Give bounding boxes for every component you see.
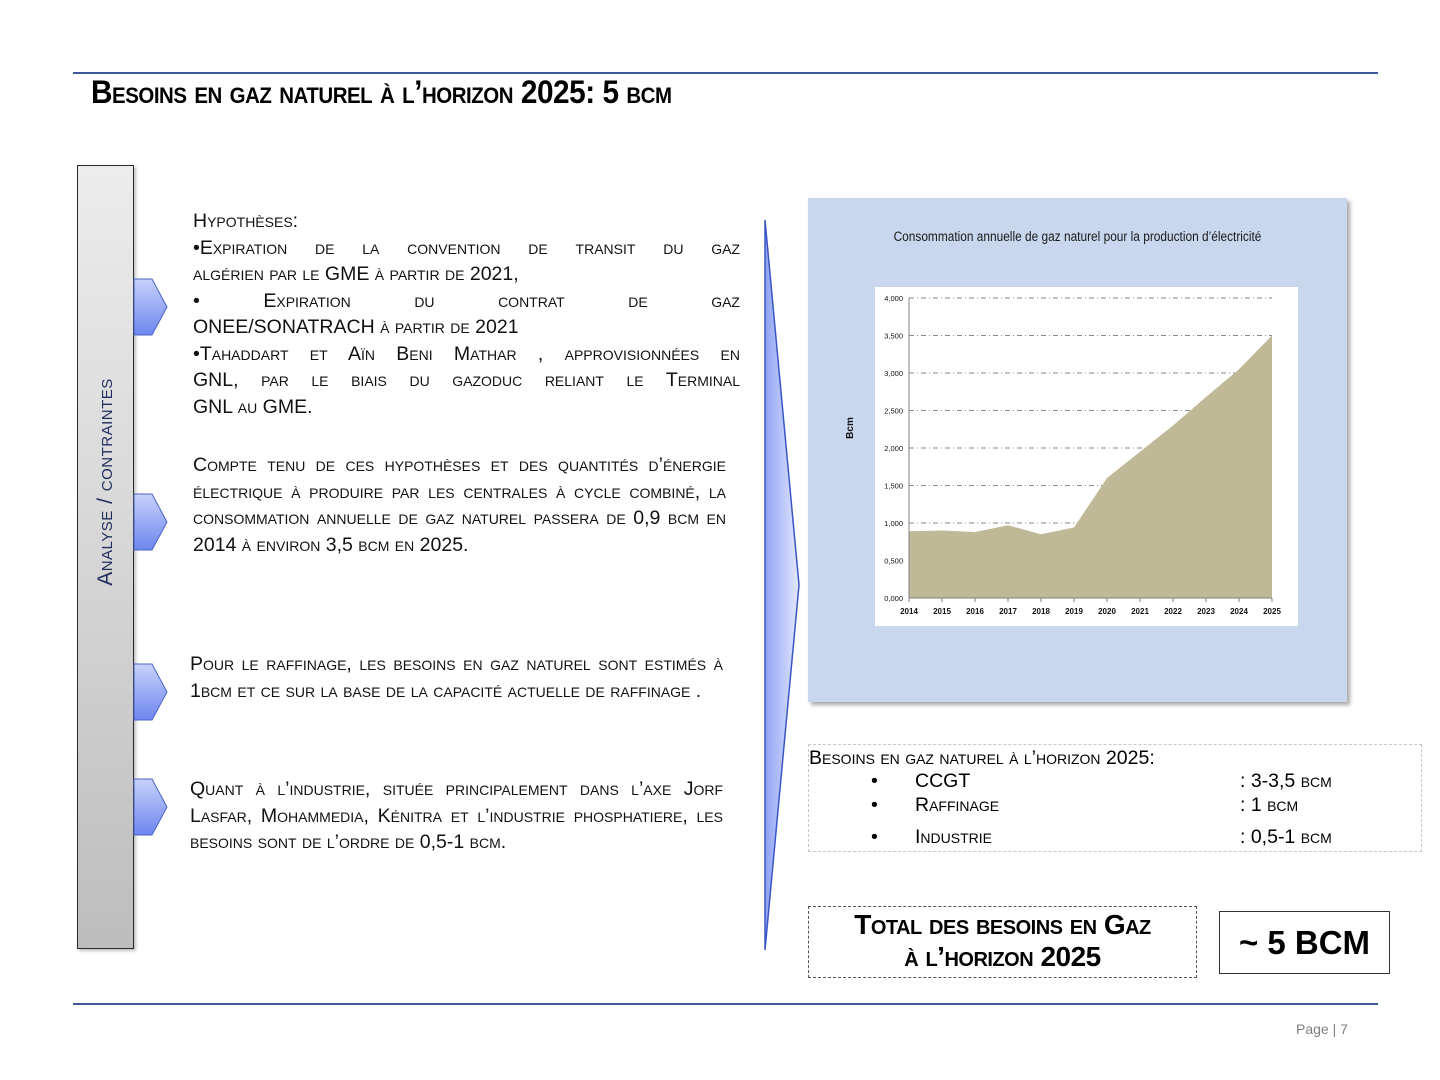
svg-text:3,500: 3,500 <box>884 331 903 341</box>
hypothesis-line: GNL au GME. <box>193 395 313 418</box>
bottom-rule <box>73 1003 1378 1005</box>
hypothesis-line: algérien par le GME à partir de 2021, <box>193 263 519 285</box>
hypothesis-line: •Tahaddart et Aïn Beni Mathar , approvisionnées en <box>193 342 740 365</box>
page-title: Besoins en gaz naturel à l’horizon 2025: 5 bcm <box>91 74 672 110</box>
hypotheses-heading: Hypothèses: <box>193 210 299 232</box>
refining-paragraph: Pour le raffinage, les besoins en gaz naturel sont estimés à 1bcm et ce sur la base de la capacité actuelle de raffinage . <box>190 653 723 702</box>
bullet: • <box>871 770 878 792</box>
bullet: • <box>871 794 878 816</box>
svg-text:2015: 2015 <box>933 607 951 616</box>
needs-item-raffinage <box>809 794 1421 820</box>
needs-item-label: Raffinage <box>915 794 1000 816</box>
hypothesis-line: ONEE/SONATRACH à partir de 2021 <box>193 316 519 338</box>
total-value-box: ~ 5 BCM <box>1219 911 1390 974</box>
chart-panel <box>808 198 1347 702</box>
svg-text:2,500: 2,500 <box>884 406 903 416</box>
needs-summary-title: Besoins en gaz naturel à l’horizon 2025: <box>809 747 1155 769</box>
total-label-line1: Total des besoins en Gaz <box>854 909 1151 940</box>
svg-text:2023: 2023 <box>1197 607 1215 616</box>
hypothesis-line: •Expiration de la convention de transit du gaz <box>193 236 740 259</box>
svg-text:4,000: 4,000 <box>884 294 903 303</box>
needs-item-industrie <box>809 826 1421 852</box>
chart-title: Consommation annuelle de gaz naturel pour la production d’électricité <box>893 229 1262 244</box>
needs-item-label: Industrie <box>915 826 992 848</box>
svg-text:1,000: 1,000 <box>884 519 903 528</box>
svg-text:2016: 2016 <box>966 607 984 616</box>
side-bar <box>77 165 134 949</box>
svg-text:2019: 2019 <box>1065 607 1083 616</box>
bullet: • <box>871 826 878 848</box>
svg-text:0,000: 0,000 <box>884 594 903 603</box>
big-chevron-arrow-icon <box>762 218 802 952</box>
svg-text:2025: 2025 <box>1263 607 1281 616</box>
needs-item-label: CCGT <box>915 770 971 792</box>
hypothesis-line: • Expiration du contrat de gaz <box>193 289 740 312</box>
industry-paragraph: Quant à l’industrie, située principalement dans l’axe Jorf Lasfar, Mohammedia, Kénitra et l’industrie phosphatiere, les besoins sont de l’ordre de 0,5-1 bcm. <box>190 778 723 853</box>
needs-summary-box <box>808 744 1422 852</box>
chevron-right-icon <box>134 663 168 721</box>
svg-text:Bcm: Bcm <box>845 417 856 439</box>
page-number: Page | 7 <box>1296 1021 1348 1037</box>
svg-text:2,000: 2,000 <box>884 444 903 453</box>
svg-text:2018: 2018 <box>1032 607 1050 616</box>
needs-item-value: : 1 bcm <box>1240 794 1299 816</box>
side-bar-label: Analyse / contraintes <box>93 378 117 586</box>
svg-text:2022: 2022 <box>1164 607 1182 616</box>
needs-item-value: : 0,5-1 bcm <box>1240 826 1332 848</box>
svg-text:2014: 2014 <box>900 607 918 616</box>
svg-text:3,000: 3,000 <box>884 369 903 378</box>
svg-text:2017: 2017 <box>999 607 1017 616</box>
needs-item-value: : 3-3,5 bcm <box>1240 770 1332 792</box>
area-chart <box>845 287 1298 626</box>
area-series <box>909 336 1272 599</box>
total-label-line2: à l’horizon 2025 <box>904 941 1101 972</box>
chevron-right-icon <box>134 778 168 836</box>
hypothesis-line: GNL, par le biais du gazoduc reliant le Terminal <box>193 369 740 391</box>
chevron-right-icon <box>134 278 168 336</box>
chevron-right-icon <box>134 493 168 551</box>
needs-item-ccgt <box>809 770 1421 796</box>
svg-text:2024: 2024 <box>1230 607 1248 616</box>
chart-plot-area <box>845 287 1298 626</box>
svg-text:2020: 2020 <box>1098 607 1116 616</box>
svg-text:2021: 2021 <box>1131 607 1149 616</box>
svg-text:1,500: 1,500 <box>884 481 903 491</box>
consumption-paragraph: Compte tenu de ces hypothèses et des quantités d’énergie électrique à produire par les centrales à cycle combiné, la consommation annuelle de gaz naturel passera de 0,9 bcm en 2014 à environ 3,5 bcm en 2025. <box>193 454 726 556</box>
total-label-box <box>808 906 1197 978</box>
hypotheses-block <box>193 208 740 420</box>
svg-text:0,500: 0,500 <box>884 556 903 566</box>
